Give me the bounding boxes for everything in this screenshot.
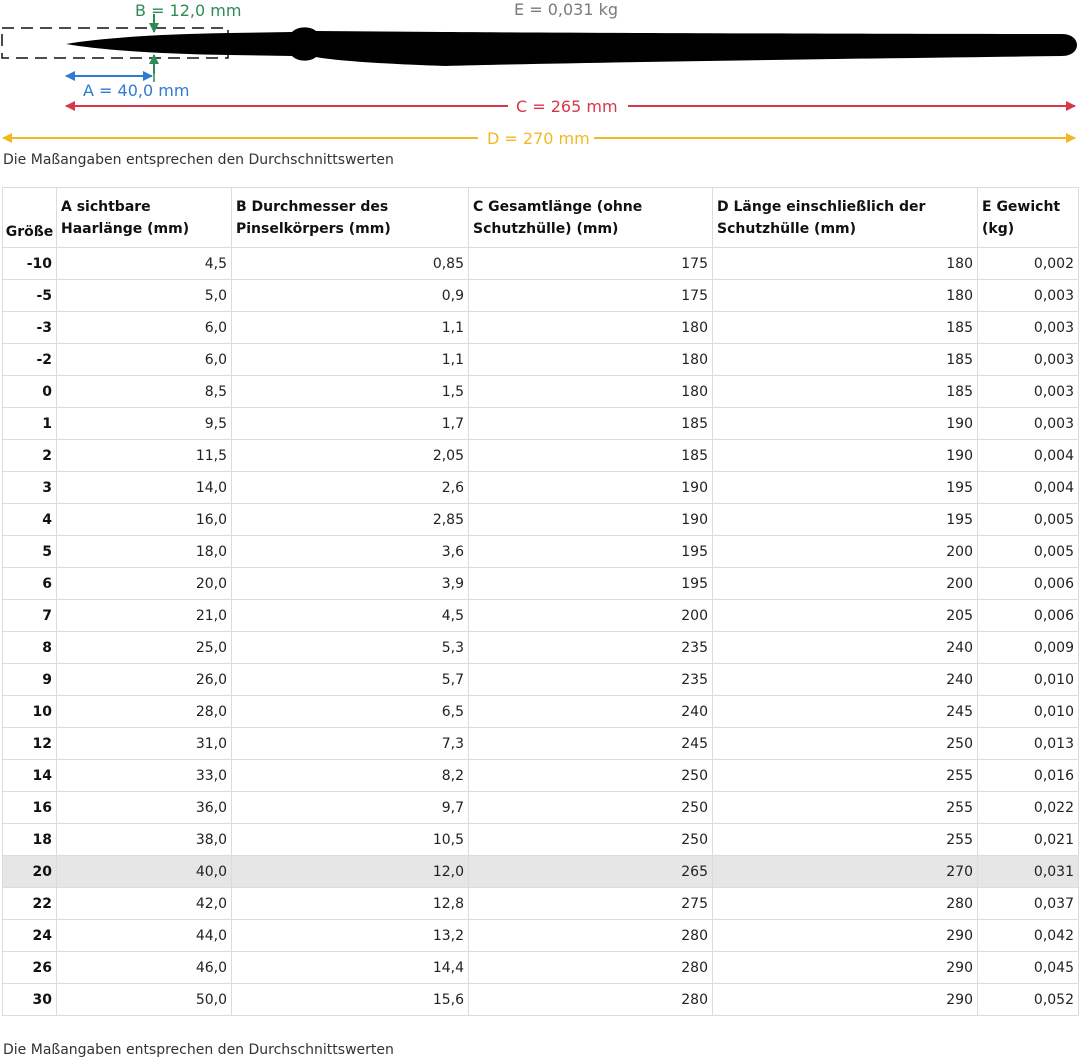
- cell-size: 20: [3, 856, 57, 888]
- cell-total-length: 280: [469, 984, 713, 1016]
- cell-total-length: 185: [469, 440, 713, 472]
- cell-size: 16: [3, 792, 57, 824]
- table-row: [3, 920, 1079, 952]
- cell-size: 6: [3, 568, 57, 600]
- cell-hair-length: 11,5: [57, 440, 232, 472]
- cell-weight: 0,021: [978, 824, 1079, 856]
- table-row: [3, 344, 1079, 376]
- cell-total-length: 190: [469, 504, 713, 536]
- header-a: A sichtbare Haarlänge (mm): [57, 188, 232, 248]
- header-size: Größe: [3, 188, 57, 248]
- cell-total-length: 195: [469, 568, 713, 600]
- cell-body-diameter: 2,05: [232, 440, 469, 472]
- cell-length-with-cap: 205: [713, 600, 978, 632]
- cell-body-diameter: 9,7: [232, 792, 469, 824]
- cell-total-length: 250: [469, 792, 713, 824]
- cell-length-with-cap: 270: [713, 856, 978, 888]
- cell-weight: 0,006: [978, 568, 1079, 600]
- header-d: D Länge einschließlich der Schutzhülle (mm): [713, 188, 978, 248]
- cell-length-with-cap: 290: [713, 952, 978, 984]
- cell-size: 8: [3, 632, 57, 664]
- cell-length-with-cap: 255: [713, 760, 978, 792]
- cell-weight: 0,003: [978, 408, 1079, 440]
- cell-hair-length: 8,5: [57, 376, 232, 408]
- average-values-note-bottom: Die Maßangaben entsprechen den Durchschnittswerten: [3, 1042, 394, 1058]
- cell-length-with-cap: 195: [713, 472, 978, 504]
- cell-hair-length: 18,0: [57, 536, 232, 568]
- cell-total-length: 235: [469, 664, 713, 696]
- cell-size: -5: [3, 280, 57, 312]
- cell-size: 26: [3, 952, 57, 984]
- cell-body-diameter: 6,5: [232, 696, 469, 728]
- cell-hair-length: 26,0: [57, 664, 232, 696]
- cell-size: -2: [3, 344, 57, 376]
- cell-hair-length: 5,0: [57, 280, 232, 312]
- cell-length-with-cap: 290: [713, 984, 978, 1016]
- cell-total-length: 180: [469, 312, 713, 344]
- table-row: [3, 632, 1079, 664]
- table-row: [3, 536, 1079, 568]
- cell-total-length: 250: [469, 760, 713, 792]
- cell-size: 5: [3, 536, 57, 568]
- cell-body-diameter: 2,6: [232, 472, 469, 504]
- cell-size: 2: [3, 440, 57, 472]
- cell-weight: 0,009: [978, 632, 1079, 664]
- cell-length-with-cap: 185: [713, 344, 978, 376]
- cell-length-with-cap: 200: [713, 536, 978, 568]
- header-e: E Gewicht (kg): [978, 188, 1079, 248]
- cell-total-length: 235: [469, 632, 713, 664]
- cell-body-diameter: 1,1: [232, 312, 469, 344]
- cell-size: 30: [3, 984, 57, 1016]
- table-row: [3, 888, 1079, 920]
- table-header-row: [3, 188, 1079, 248]
- average-values-note-top: Die Maßangaben entsprechen den Durchschnittswerten: [3, 152, 394, 168]
- cell-body-diameter: 10,5: [232, 824, 469, 856]
- cell-hair-length: 20,0: [57, 568, 232, 600]
- cell-weight: 0,013: [978, 728, 1079, 760]
- cell-length-with-cap: 185: [713, 376, 978, 408]
- cell-weight: 0,010: [978, 696, 1079, 728]
- label-b: B = 12,0 mm: [135, 1, 242, 20]
- cell-total-length: 175: [469, 248, 713, 280]
- cell-total-length: 190: [469, 472, 713, 504]
- cell-body-diameter: 5,3: [232, 632, 469, 664]
- cell-weight: 0,004: [978, 440, 1079, 472]
- cell-size: 10: [3, 696, 57, 728]
- cell-weight: 0,037: [978, 888, 1079, 920]
- cell-body-diameter: 1,1: [232, 344, 469, 376]
- cell-hair-length: 36,0: [57, 792, 232, 824]
- cell-length-with-cap: 245: [713, 696, 978, 728]
- cell-total-length: 265: [469, 856, 713, 888]
- cell-weight: 0,003: [978, 376, 1079, 408]
- cell-size: -10: [3, 248, 57, 280]
- cell-total-length: 240: [469, 696, 713, 728]
- label-e: E = 0,031 kg: [514, 0, 618, 19]
- cell-body-diameter: 12,8: [232, 888, 469, 920]
- header-b: B Durchmesser des Pinselkörpers (mm): [232, 188, 469, 248]
- table-row: [3, 760, 1079, 792]
- cell-total-length: 185: [469, 408, 713, 440]
- table-row: [3, 504, 1079, 536]
- cell-length-with-cap: 280: [713, 888, 978, 920]
- cell-length-with-cap: 180: [713, 280, 978, 312]
- table-row: [3, 312, 1079, 344]
- cell-length-with-cap: 255: [713, 824, 978, 856]
- table-row: [3, 984, 1079, 1016]
- cell-weight: 0,010: [978, 664, 1079, 696]
- cell-total-length: 280: [469, 920, 713, 952]
- cell-total-length: 180: [469, 376, 713, 408]
- table-row: [3, 408, 1079, 440]
- cell-body-diameter: 14,4: [232, 952, 469, 984]
- cell-size: 12: [3, 728, 57, 760]
- cell-size: 9: [3, 664, 57, 696]
- cell-length-with-cap: 250: [713, 728, 978, 760]
- cell-body-diameter: 1,7: [232, 408, 469, 440]
- cell-weight: 0,045: [978, 952, 1079, 984]
- table-row: [3, 248, 1079, 280]
- cell-length-with-cap: 195: [713, 504, 978, 536]
- label-a: A = 40,0 mm: [83, 81, 190, 100]
- cell-length-with-cap: 190: [713, 408, 978, 440]
- cell-hair-length: 38,0: [57, 824, 232, 856]
- cell-weight: 0,003: [978, 344, 1079, 376]
- cell-weight: 0,005: [978, 504, 1079, 536]
- cell-weight: 0,016: [978, 760, 1079, 792]
- cell-body-diameter: 2,85: [232, 504, 469, 536]
- cell-size: 18: [3, 824, 57, 856]
- cell-total-length: 175: [469, 280, 713, 312]
- cell-weight: 0,052: [978, 984, 1079, 1016]
- table-row: [3, 440, 1079, 472]
- cell-total-length: 200: [469, 600, 713, 632]
- cell-hair-length: 42,0: [57, 888, 232, 920]
- table-row: [3, 664, 1079, 696]
- cell-body-diameter: 1,5: [232, 376, 469, 408]
- cell-body-diameter: 8,2: [232, 760, 469, 792]
- cell-body-diameter: 15,6: [232, 984, 469, 1016]
- table-body: [3, 248, 1079, 1016]
- cell-size: -3: [3, 312, 57, 344]
- cell-body-diameter: 12,0: [232, 856, 469, 888]
- label-c: C = 265 mm: [516, 97, 618, 116]
- cell-length-with-cap: 180: [713, 248, 978, 280]
- cell-body-diameter: 5,7: [232, 664, 469, 696]
- cell-weight: 0,022: [978, 792, 1079, 824]
- table-row: [3, 824, 1079, 856]
- cell-body-diameter: 13,2: [232, 920, 469, 952]
- cell-hair-length: 16,0: [57, 504, 232, 536]
- cell-weight: 0,031: [978, 856, 1079, 888]
- brush-dimension-diagram: [0, 0, 1080, 152]
- cell-weight: 0,003: [978, 312, 1079, 344]
- cell-hair-length: 46,0: [57, 952, 232, 984]
- cell-hair-length: 9,5: [57, 408, 232, 440]
- table-row: [3, 280, 1079, 312]
- cell-total-length: 245: [469, 728, 713, 760]
- table-row: [3, 728, 1079, 760]
- cell-body-diameter: 4,5: [232, 600, 469, 632]
- cell-body-diameter: 3,6: [232, 536, 469, 568]
- table-row: [3, 696, 1079, 728]
- cell-body-diameter: 7,3: [232, 728, 469, 760]
- cell-length-with-cap: 240: [713, 664, 978, 696]
- cell-total-length: 180: [469, 344, 713, 376]
- cell-size: 7: [3, 600, 57, 632]
- cell-total-length: 250: [469, 824, 713, 856]
- cell-length-with-cap: 190: [713, 440, 978, 472]
- table-row: [3, 952, 1079, 984]
- table-row: [3, 376, 1079, 408]
- cell-hair-length: 14,0: [57, 472, 232, 504]
- cell-weight: 0,005: [978, 536, 1079, 568]
- cell-size: 3: [3, 472, 57, 504]
- cell-hair-length: 4,5: [57, 248, 232, 280]
- table-row: [3, 792, 1079, 824]
- cell-weight: 0,004: [978, 472, 1079, 504]
- cell-weight: 0,006: [978, 600, 1079, 632]
- cell-body-diameter: 0,9: [232, 280, 469, 312]
- cell-size: 0: [3, 376, 57, 408]
- cell-size: 22: [3, 888, 57, 920]
- cell-body-diameter: 0,85: [232, 248, 469, 280]
- cell-total-length: 195: [469, 536, 713, 568]
- cell-hair-length: 21,0: [57, 600, 232, 632]
- cell-hair-length: 6,0: [57, 344, 232, 376]
- table-row: [3, 568, 1079, 600]
- cell-body-diameter: 3,9: [232, 568, 469, 600]
- table-row: [3, 600, 1079, 632]
- cell-hair-length: 6,0: [57, 312, 232, 344]
- cell-hair-length: 28,0: [57, 696, 232, 728]
- cell-hair-length: 25,0: [57, 632, 232, 664]
- cell-length-with-cap: 185: [713, 312, 978, 344]
- cell-hair-length: 33,0: [57, 760, 232, 792]
- cell-hair-length: 40,0: [57, 856, 232, 888]
- table-row: [3, 472, 1079, 504]
- cell-weight: 0,002: [978, 248, 1079, 280]
- cell-weight: 0,042: [978, 920, 1079, 952]
- cell-size: 14: [3, 760, 57, 792]
- cell-weight: 0,003: [978, 280, 1079, 312]
- size-table: [2, 187, 1079, 1016]
- header-c: C Gesamtlänge (ohne Schutzhülle) (mm): [469, 188, 713, 248]
- cell-hair-length: 44,0: [57, 920, 232, 952]
- cell-size: 24: [3, 920, 57, 952]
- cell-size: 4: [3, 504, 57, 536]
- cell-length-with-cap: 240: [713, 632, 978, 664]
- cell-length-with-cap: 255: [713, 792, 978, 824]
- brush-silhouette: [66, 27, 1077, 66]
- cell-hair-length: 31,0: [57, 728, 232, 760]
- cell-size: 1: [3, 408, 57, 440]
- table-row: [3, 856, 1079, 888]
- cell-total-length: 275: [469, 888, 713, 920]
- cell-hair-length: 50,0: [57, 984, 232, 1016]
- cell-length-with-cap: 290: [713, 920, 978, 952]
- cell-total-length: 280: [469, 952, 713, 984]
- label-d: D = 270 mm: [487, 129, 590, 148]
- cell-length-with-cap: 200: [713, 568, 978, 600]
